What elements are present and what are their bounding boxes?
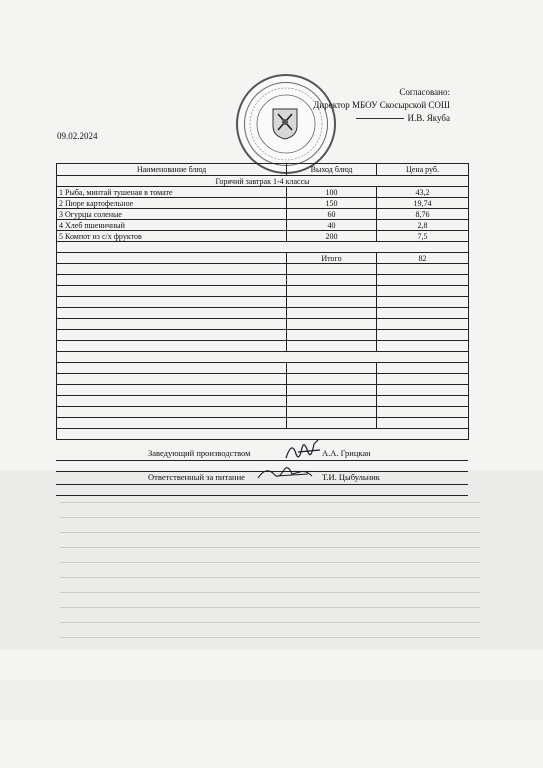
signature-name: Т.И. Цыбульник	[322, 472, 380, 482]
dish-portion: 150	[287, 198, 377, 209]
empty-row	[57, 319, 469, 330]
empty-row	[57, 264, 469, 275]
dish-price: 8,76	[377, 209, 469, 220]
table-row	[57, 198, 469, 209]
total-row	[57, 253, 469, 264]
signature-row-nutrition	[56, 472, 468, 485]
handwritten-signature-icon	[284, 438, 324, 464]
signature-row-production	[56, 448, 468, 461]
empty-row	[57, 429, 469, 440]
signature-role: Заведующий производством	[148, 448, 251, 458]
table-header-row	[57, 164, 469, 176]
table-row	[57, 187, 469, 198]
empty-row	[57, 297, 469, 308]
dish-name: 3 Огурцы соленые	[57, 209, 287, 220]
approval-name: И.В. Якуба	[407, 113, 450, 123]
section-title: Горячий завтрак 1-4 классы	[57, 176, 469, 187]
dish-price: 43,2	[377, 187, 469, 198]
approval-position: Директор МБОУ Скосырской СОШ	[313, 100, 450, 110]
dish-name: 1 Рыба, минтай тушеная в томате	[57, 187, 287, 198]
total-value: 82	[377, 253, 469, 264]
total-label: Итого	[287, 253, 377, 264]
signature-name: А.А. Грицкан	[322, 448, 371, 458]
header-price: Цена руб.	[377, 164, 469, 176]
empty-row	[57, 385, 469, 396]
empty-row	[57, 418, 469, 429]
signature-underline	[356, 118, 404, 119]
menu-table	[56, 163, 469, 440]
section-row	[57, 176, 469, 187]
empty-row	[57, 396, 469, 407]
signature-role: Ответственный за питание	[148, 472, 245, 482]
empty-row	[56, 485, 468, 496]
table-row	[57, 209, 469, 220]
dish-price: 2,8	[377, 220, 469, 231]
scan-bleed-through	[0, 680, 543, 720]
dish-price: 19,74	[377, 198, 469, 209]
signature-block	[56, 448, 468, 496]
approval-signature-line	[290, 112, 450, 125]
empty-row	[57, 330, 469, 341]
table-row	[57, 220, 469, 231]
dish-portion: 40	[287, 220, 377, 231]
empty-row	[57, 374, 469, 385]
empty-row	[57, 352, 469, 363]
empty-row	[57, 407, 469, 418]
reverse-side-ghost-lines	[60, 488, 480, 648]
dish-portion: 200	[287, 231, 377, 242]
empty-row	[57, 341, 469, 352]
table-row	[57, 231, 469, 242]
dish-name: 5 Компот из с/х фруктов	[57, 231, 287, 242]
empty-row	[57, 363, 469, 374]
dish-portion: 100	[287, 187, 377, 198]
header-dish: Наименование блюд	[57, 164, 287, 176]
document-date: 09.02.2024	[57, 131, 98, 141]
dish-name: 2 Пюре картофельное	[57, 198, 287, 209]
dish-portion: 60	[287, 209, 377, 220]
dish-name: 4 Хлеб пшеничный	[57, 220, 287, 231]
empty-row	[57, 242, 469, 253]
empty-row	[57, 308, 469, 319]
header-portion: Выход блюд	[287, 164, 377, 176]
approval-title: Согласовано:	[399, 87, 450, 97]
approval-block	[290, 86, 450, 125]
empty-row	[57, 286, 469, 297]
handwritten-signature-icon	[256, 462, 314, 484]
dish-price: 7,5	[377, 231, 469, 242]
empty-row	[57, 275, 469, 286]
